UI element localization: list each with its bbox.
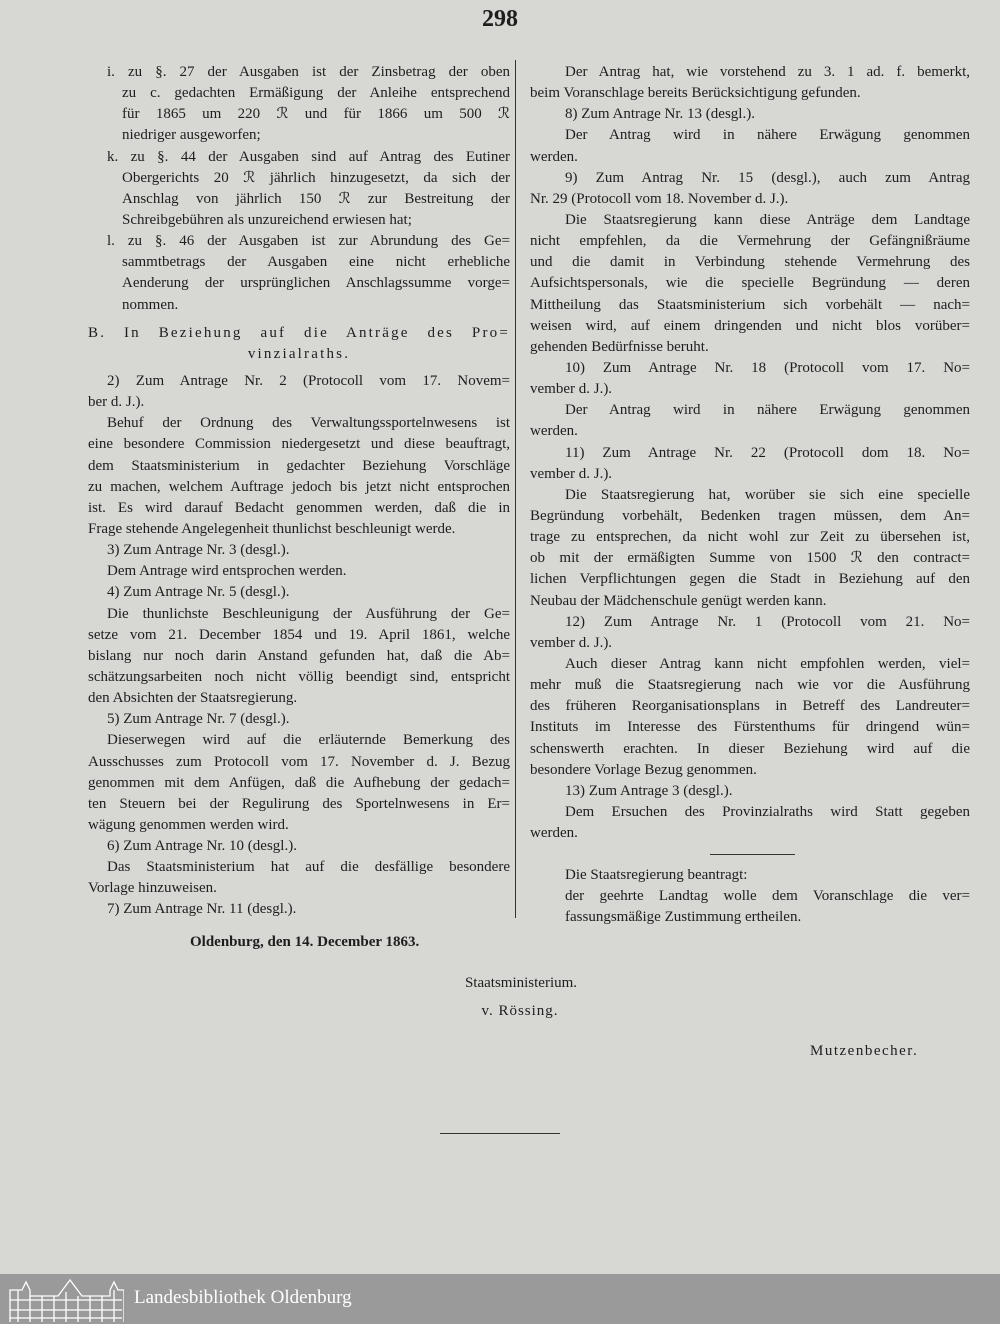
library-name: Landesbibliothek Oldenburg (134, 1287, 352, 1308)
text-line: 2) Zum Antrage Nr. 2 (Protocoll vom 17. Novem= (107, 372, 510, 389)
text-line: des früheren Reorganisationsplans in Betreff des Landreuter= (530, 698, 970, 715)
paragraph (88, 582, 510, 603)
text-line: Der Antrag hat, wie vorstehend zu 3. 1 ad. f. bemerkt, (565, 64, 970, 80)
text-line: k. zu §. 44 der Ausgaben sind auf Antrag des Eutiner (107, 148, 510, 165)
proposal-intro: Die Staatsregierung beantragt: (565, 867, 748, 884)
text-line: Vorlage hinzuweisen. (88, 880, 217, 897)
text-line: Instituts im Interesse des Fürstenthums für dringend wün= (530, 719, 970, 736)
text-line: nicht empfehlen, da die Vermehrung der Gefängnißräume (530, 233, 970, 250)
text-line: trage zu entsprechen, da nicht wohl zur Zeit zu übersehen ist, (530, 529, 970, 546)
paragraph (88, 540, 510, 561)
text-line: Die thunlichste Beschleunigung der Ausführung der Ge= (107, 605, 510, 622)
signatory-roessing: v. Rössing. (481, 1003, 559, 1019)
text-line: ob mit der ermäßigten Summe von 1500 ℛ den contract= (530, 550, 970, 567)
paragraph (88, 371, 510, 413)
paragraph (530, 485, 970, 612)
text-line: Ausschusses zum Protocoll vom 17. November d. J. Bezug (88, 753, 510, 770)
list-item (88, 62, 510, 147)
text-line: vember d. J.). (530, 634, 613, 651)
paragraph (88, 561, 510, 582)
text-line: 6) Zum Antrage Nr. 10 (desgl.). (107, 838, 297, 855)
paragraph (530, 400, 970, 442)
text-line: Neubau der Mädchenschule genügt werden kann. (530, 592, 827, 609)
ministry-signature: Staatsministerium. (464, 975, 578, 991)
paragraph (530, 781, 970, 802)
paragraph (530, 62, 970, 104)
text-line: Die Staatsregierung hat, worüber sie sich eine specielle (565, 486, 970, 503)
left-column (88, 62, 510, 921)
text-line: Behuf der Ordnung des Verwaltungssportelnwesens ist (107, 415, 510, 432)
text-line: 12) Zum Antrage Nr. 1 (Protocoll vom 21. No= (565, 613, 970, 630)
paragraph (530, 125, 970, 167)
column-divider (515, 60, 516, 918)
section-heading (88, 323, 510, 365)
text-line: Dieserwegen wird auf die erläuternde Bemerkung des (107, 732, 510, 749)
text-line: 7) Zum Antrage Nr. 11 (desgl.). (107, 901, 297, 918)
paragraph (88, 899, 510, 920)
proposal-line: fassungsmäßige Zustimmung ertheilen. (565, 909, 802, 926)
paragraph (530, 654, 970, 781)
text-line: lichen Verpflichtungen gegen die Stadt in Beziehung auf den (530, 571, 970, 588)
text-line: vember d. J.). (530, 381, 613, 398)
text-line: ten Steuern bei der Regulirung des Sportelnwesens in Er= (88, 795, 510, 812)
paragraph (88, 857, 510, 899)
text-line: dem Staatsministerium in gedachter Beziehung Vorschläge (88, 457, 510, 474)
end-rule (440, 1133, 560, 1134)
paragraph (88, 730, 510, 836)
text-line: weisen wird, auf einem dringenden und nicht blos vorüber= (530, 317, 970, 334)
place-date: Oldenburg, den 14. December 1863. (190, 934, 420, 950)
government-proposal (530, 865, 970, 928)
section-rule (710, 854, 795, 855)
text-line: vember d. J.). (530, 465, 613, 482)
text-line: werden. (530, 825, 578, 842)
text-line: Anschlag von jährlich 150 ℛ zur Bestreitung der (122, 190, 510, 207)
text-line: 8) Zum Antrage Nr. 13 (desgl.). (565, 106, 755, 123)
signatory-mutzenbecher: Mutzenbecher. (810, 1043, 919, 1059)
text-line: mehr muß die Staatsregierung nach wie vor die Ausführung (530, 677, 970, 694)
text-line: Auch dieser Antrag kann nicht empfohlen werden, viel= (565, 655, 970, 672)
text-line: 5) Zum Antrage Nr. 7 (desgl.). (107, 711, 290, 728)
paragraph (530, 104, 970, 125)
text-line: bislang nur noch darin Anstand gefunden hat, daß die Ab= (88, 647, 510, 664)
list-item (88, 231, 510, 316)
paragraph (530, 802, 970, 844)
text-line: ist. Es wird darauf Bedacht genommen werden, daß die in (88, 499, 510, 516)
text-line: 10) Zum Antrage Nr. 18 (Protocoll vom 17. No= (565, 359, 970, 376)
library-building-logo-icon (8, 1276, 124, 1322)
text-line: Obergerichts 20 ℛ jährlich hinzugesetzt, da sich der (122, 169, 510, 186)
paragraph (530, 443, 970, 485)
paragraph (88, 709, 510, 730)
text-line: 3) Zum Antrage Nr. 3 (desgl.). (107, 542, 290, 559)
text-line: Aufsichtspersonals, wie die specielle Begründung — deren (530, 275, 970, 292)
right-column-wrapper (530, 62, 970, 929)
paragraph (530, 612, 970, 654)
page-number: 298 (482, 6, 518, 32)
text-line: den Absichten der Staatsregierung. (88, 690, 298, 707)
text-line: l. zu §. 46 der Ausgaben ist zur Abrundung des Ge= (107, 233, 510, 250)
text-line: werden. (530, 423, 578, 440)
paragraph (88, 836, 510, 857)
text-line: Die Staatsregierung kann diese Anträge dem Landtage (565, 211, 970, 228)
text-line: Der Antrag wird in nähere Erwägung genommen (565, 127, 970, 144)
text-line: 13) Zum Antrage 3 (desgl.). (565, 782, 733, 799)
right-column (530, 62, 970, 844)
text-line: Nr. 29 (Protocoll vom 18. November d. J.). (530, 190, 789, 207)
text-line: und die damit in Verbindung stehende Vermehrung des (530, 254, 970, 271)
text-line: i. zu §. 27 der Ausgaben ist der Zinsbetrag der oben (107, 64, 510, 80)
text-line: zu c. gedachten Ermäßigung der Anleihe entsprechend (122, 85, 510, 102)
text-line: besondere Vorlage Bezug genommen. (530, 761, 757, 778)
text-line: sammtbetrags der Ausgaben eine nicht erhebliche (122, 254, 510, 271)
text-line: Der Antrag wird in nähere Erwägung genommen (565, 402, 970, 419)
library-footer (0, 1274, 1000, 1324)
text-line: ber d. J.). (88, 394, 145, 411)
text-line: B. In Beziehung auf die Anträge des Pro= (88, 324, 510, 341)
paragraph (88, 413, 510, 540)
proposal-line: der geehrte Landtag wolle dem Voranschlage die ver= (565, 888, 970, 905)
text-line: niedriger ausgeworfen; (122, 127, 261, 144)
text-line: schenswerth erachten. In dieser Beziehung wird auf die (530, 740, 970, 757)
text-line: Dem Ersuchen des Provinzialraths wird Statt gegeben (565, 803, 970, 820)
list-item (88, 147, 510, 232)
paragraph (530, 168, 970, 210)
text-line: setze vom 21. December 1854 und 19. April 1861, welche (88, 626, 510, 643)
text-line: Das Staatsministerium hat auf die desfällige besondere (107, 859, 510, 876)
paragraph (530, 358, 970, 400)
text-line: 11) Zum Antrage Nr. 22 (Protocoll dom 18. No= (565, 444, 970, 461)
text-line: Frage stehende Angelegenheit thunlichst beschleunigt werde. (88, 520, 456, 537)
text-line: zu machen, welchem Auftrage jedoch bis jetzt nicht entsprochen (88, 478, 510, 495)
text-line: eine besondere Commission niedergesetzt und diese beauftragt, (88, 436, 510, 453)
text-line: schätzungsarbeiten noch nicht völlig beendigt sind, entspricht (88, 668, 510, 685)
text-line: Begründung vorbehält, Bedenken tragen müssen, dem An= (530, 507, 970, 524)
text-line: beim Voranschlage bereits Berücksichtigung gefunden. (530, 85, 861, 102)
text-line: gehenden Bedürfnisse beruht. (530, 338, 709, 355)
paragraph (88, 604, 510, 710)
text-line: nommen. (122, 296, 179, 313)
text-line: vinzialraths. (247, 345, 351, 362)
paragraph (530, 210, 970, 358)
text-line: für 1865 um 220 ℛ und für 1866 um 500 ℛ (122, 106, 510, 123)
text-line: Schreibgebühren als unzureichend erwiesen hat; (122, 211, 412, 228)
text-line: Aenderung der ursprünglichen Anschlagssumme vorge= (122, 275, 510, 292)
text-line: 9) Zum Antrag Nr. 15 (desgl.), auch zum Antrag (565, 169, 970, 186)
text-line: genommen mit dem Anfügen, daß die Aufhebung der gedach= (88, 774, 510, 791)
text-line: wägung genommen werden wird. (88, 816, 289, 833)
text-line: 4) Zum Antrage Nr. 5 (desgl.). (107, 584, 290, 601)
text-line: Dem Antrage wird entsprochen werden. (107, 563, 347, 580)
text-line: Mittheilung das Staatsministerium sich vorbehält — nach= (530, 296, 970, 313)
text-line: werden. (530, 148, 578, 165)
